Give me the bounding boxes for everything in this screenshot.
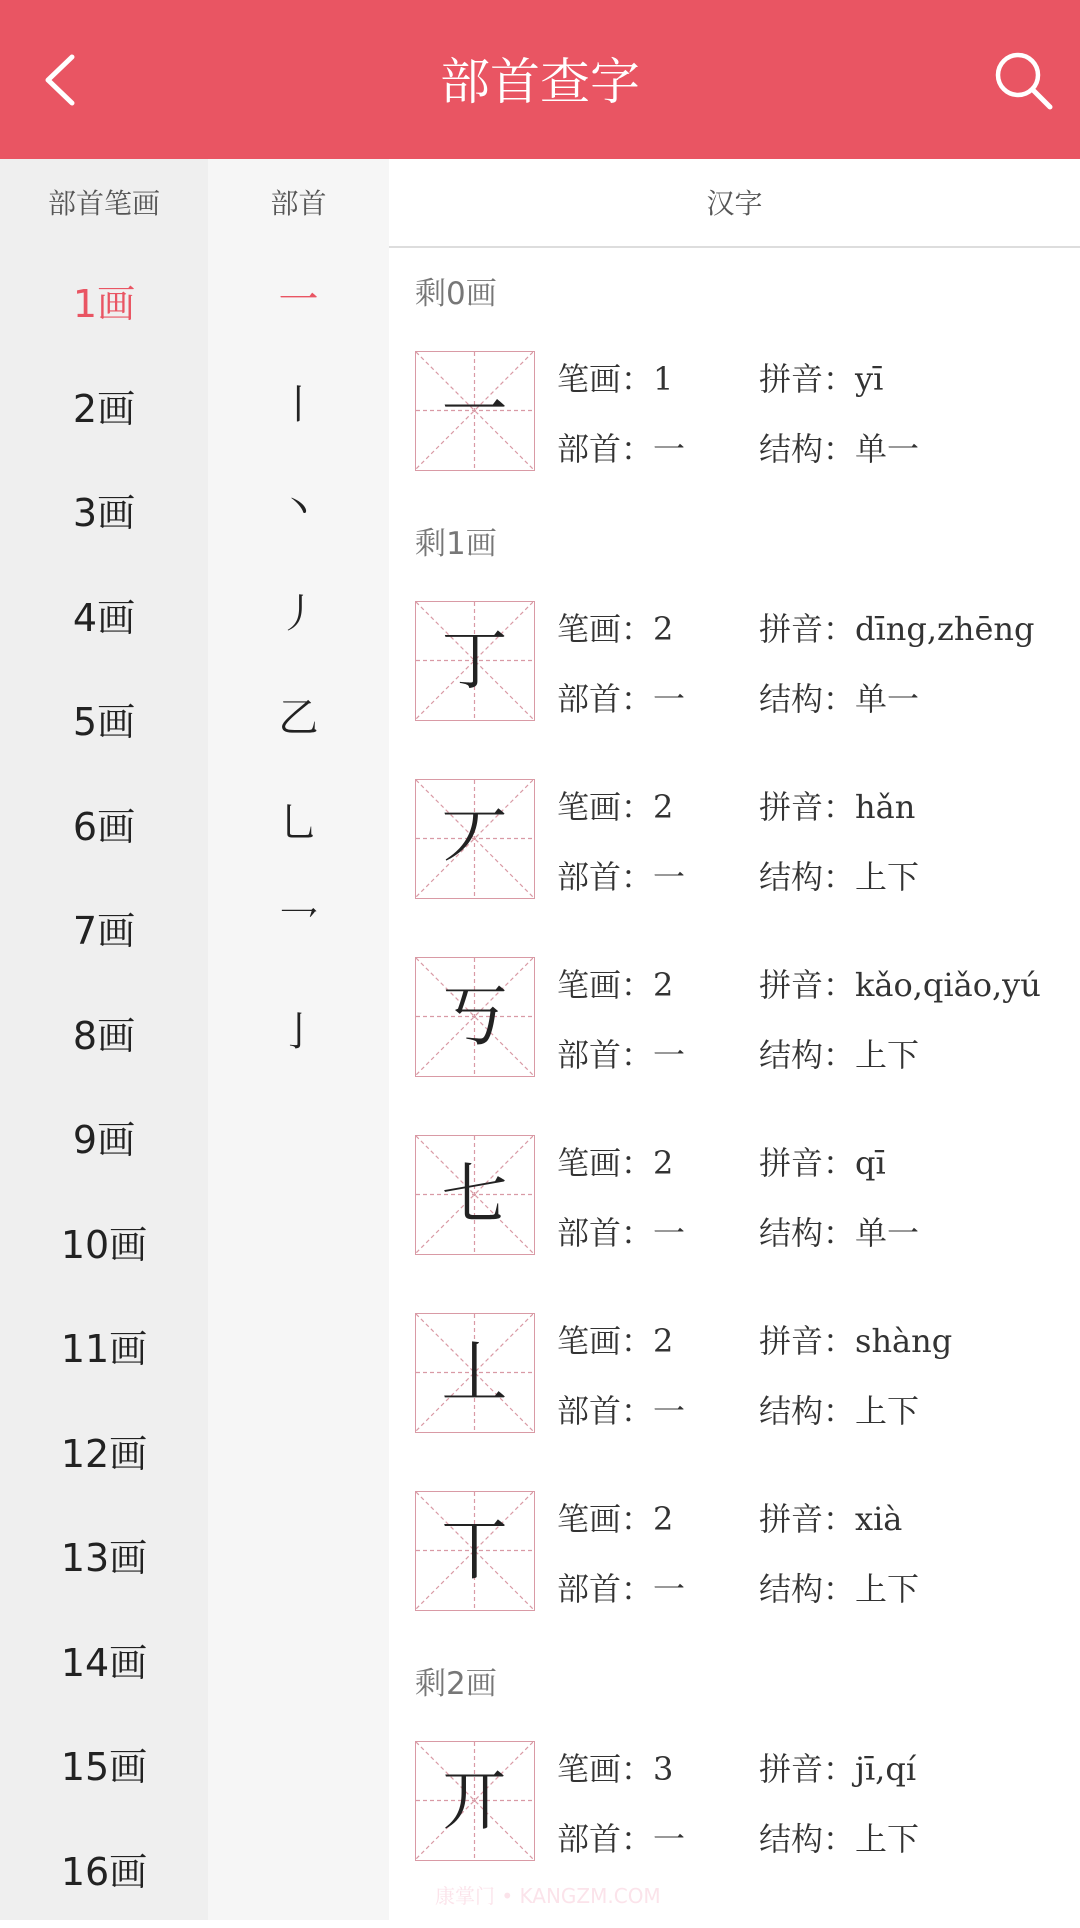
structure-field <box>759 1386 919 1432</box>
pinyin-field <box>759 782 915 828</box>
search-icon <box>988 45 1058 115</box>
stroke-count-item[interactable]: 13画 <box>60 1536 148 1580</box>
radical-item[interactable]: 丶 <box>278 486 319 532</box>
stroke-count-item[interactable]: 6画 <box>72 804 136 849</box>
structure-value: 上下 <box>855 1036 920 1074</box>
radical-field <box>557 1208 685 1254</box>
pinyin-field <box>759 1138 886 1184</box>
radical-label: 部首： <box>557 1570 654 1608</box>
radical-value: 一 <box>653 1036 686 1074</box>
strokes-label: 笔画： <box>557 360 654 398</box>
pinyin-value: hǎn <box>855 788 916 826</box>
radical-field <box>557 1814 685 1860</box>
app-header <box>0 0 1080 159</box>
character-entry[interactable] <box>389 1480 1080 1658</box>
column-header-radicals: 部首 <box>208 159 389 248</box>
structure-label: 结构： <box>759 1392 856 1430</box>
strokes-label: 笔画： <box>557 610 654 648</box>
radical-label: 部首： <box>557 430 654 468</box>
pinyin-value: xià <box>855 1500 903 1538</box>
section-title: 剩0画 <box>415 276 497 312</box>
structure-field <box>759 1208 919 1254</box>
radical-value: 一 <box>653 680 686 718</box>
structure-field <box>759 424 919 470</box>
pinyin-label: 拼音： <box>759 1322 856 1360</box>
character-entry[interactable] <box>389 590 1080 768</box>
pinyin-value: kǎo,qiǎo,yú <box>855 966 1041 1004</box>
radical-label: 部首： <box>557 1036 654 1074</box>
structure-label: 结构： <box>759 1036 856 1074</box>
character-entry[interactable] <box>389 340 1080 518</box>
character: 丄 <box>441 1334 508 1411</box>
pinyin-value: shàng <box>855 1322 953 1360</box>
pinyin-field <box>759 1316 952 1362</box>
character: 丌 <box>441 1762 508 1839</box>
stroke-count-item[interactable]: 2画 <box>72 386 136 431</box>
watermark: 康掌门 • KANGZM.COM <box>435 1884 661 1908</box>
strokes-field <box>557 782 673 828</box>
strokes-label: 笔画： <box>557 966 654 1004</box>
radical-value: 一 <box>653 1214 686 1252</box>
character-entry[interactable] <box>389 1302 1080 1480</box>
character-box <box>415 601 535 721</box>
radical-value: 一 <box>653 430 686 468</box>
structure-label: 结构： <box>759 430 856 468</box>
search-button[interactable] <box>988 45 1058 115</box>
strokes-label: 笔画： <box>557 1144 654 1182</box>
radical-item[interactable]: 丨 <box>278 381 319 428</box>
character-box <box>415 1741 535 1861</box>
strokes-label: 笔画： <box>557 788 654 826</box>
strokes-value: 2 <box>653 788 674 826</box>
character: 丅 <box>441 1512 508 1589</box>
strokes-label: 笔画： <box>557 1750 654 1788</box>
radical-field <box>557 1564 685 1610</box>
pinyin-field <box>759 1744 916 1790</box>
structure-value: 上下 <box>855 858 920 896</box>
strokes-field <box>557 960 673 1006</box>
structure-field <box>759 674 919 720</box>
pinyin-field <box>759 960 1041 1006</box>
strokes-value: 2 <box>653 610 674 648</box>
radical-label: 部首： <box>557 1214 654 1252</box>
radical-field <box>557 1386 685 1432</box>
structure-value: 单一 <box>855 680 920 718</box>
radical-item[interactable]: 乛 <box>278 904 319 950</box>
stroke-count-item[interactable]: 3画 <box>72 491 136 535</box>
pinyin-value: qī <box>855 1144 886 1182</box>
section-title: 剩2画 <box>415 1666 497 1702</box>
pinyin-label: 拼音： <box>759 1500 856 1538</box>
stroke-count-item[interactable]: 10画 <box>60 1222 148 1267</box>
character-entry[interactable] <box>389 946 1080 1124</box>
radical-item[interactable]: 亅 <box>278 1008 319 1055</box>
radical-value: 一 <box>653 1392 686 1430</box>
character-box <box>415 779 535 899</box>
stroke-count-item[interactable]: 16画 <box>60 1849 148 1894</box>
pinyin-field <box>759 604 1035 650</box>
strokes-field <box>557 1138 673 1184</box>
radical-item[interactable]: 丿 <box>278 590 319 637</box>
strokes-field <box>557 1744 673 1790</box>
column-header-chars: 汉字 <box>389 159 1080 248</box>
structure-value: 上下 <box>855 1820 920 1858</box>
strokes-value: 3 <box>653 1750 674 1788</box>
structure-field <box>759 1814 919 1860</box>
radical-item[interactable]: 一 <box>278 277 319 323</box>
structure-value: 上下 <box>855 1570 920 1608</box>
stroke-count-item[interactable]: 8画 <box>72 1013 136 1058</box>
strokes-value: 2 <box>653 966 674 1004</box>
character-entry[interactable] <box>389 768 1080 946</box>
stroke-count-item[interactable]: 5画 <box>72 700 136 744</box>
strokes-field <box>557 354 673 400</box>
column-header-strokes: 部首笔画 <box>0 159 208 248</box>
pinyin-label: 拼音： <box>759 610 856 648</box>
structure-field <box>759 852 919 898</box>
stroke-count-item[interactable]: 4画 <box>72 595 136 640</box>
structure-label: 结构： <box>759 1820 856 1858</box>
stroke-count-item[interactable]: 1画 <box>72 282 136 326</box>
structure-label: 结构： <box>759 1214 856 1252</box>
pinyin-label: 拼音： <box>759 1750 856 1788</box>
stroke-count-item[interactable]: 15画 <box>60 1745 148 1789</box>
pinyin-label: 拼音： <box>759 360 856 398</box>
pinyin-value: dīng,zhēng <box>855 610 1035 648</box>
strokes-field <box>557 604 673 650</box>
pinyin-label: 拼音： <box>759 788 856 826</box>
radical-label: 部首： <box>557 1392 654 1430</box>
radical-label: 部首： <box>557 1820 654 1858</box>
structure-label: 结构： <box>759 1570 856 1608</box>
structure-value: 单一 <box>855 430 920 468</box>
strokes-label: 笔画： <box>557 1322 654 1360</box>
character-box <box>415 1491 535 1611</box>
strokes-field <box>557 1494 673 1540</box>
strokes-value: 2 <box>653 1322 674 1360</box>
strokes-value: 1 <box>653 360 674 398</box>
radical-label: 部首： <box>557 680 654 718</box>
pinyin-field <box>759 1494 902 1540</box>
radical-label: 部首： <box>557 858 654 896</box>
radical-value: 一 <box>653 858 686 896</box>
stroke-count-item[interactable]: 11画 <box>60 1327 148 1371</box>
strokes-field <box>557 1316 673 1362</box>
stroke-count-item[interactable]: 14画 <box>60 1640 148 1685</box>
radical-value: 一 <box>653 1820 686 1858</box>
character: 丁 <box>441 622 508 699</box>
pinyin-label: 拼音： <box>759 1144 856 1182</box>
character-box <box>415 957 535 1077</box>
radical-item[interactable]: 乙 <box>278 695 319 741</box>
pinyin-label: 拼音： <box>759 966 856 1004</box>
radical-list[interactable] <box>208 248 389 1920</box>
stroke-count-item[interactable]: 7画 <box>72 909 136 953</box>
character-box <box>415 1313 535 1433</box>
radical-field <box>557 674 685 720</box>
structure-value: 上下 <box>855 1392 920 1430</box>
character: 七 <box>441 1156 508 1233</box>
character-box <box>415 1135 535 1255</box>
character: 丂 <box>441 978 508 1055</box>
character-list[interactable] <box>389 248 1080 1908</box>
stroke-count-item[interactable]: 9画 <box>72 1118 136 1162</box>
character: 一 <box>441 372 508 449</box>
radical-value: 一 <box>653 1570 686 1608</box>
structure-label: 结构： <box>759 858 856 896</box>
structure-label: 结构： <box>759 680 856 718</box>
strokes-label: 笔画： <box>557 1500 654 1538</box>
structure-field <box>759 1030 919 1076</box>
page-title: 部首查字 <box>440 53 640 111</box>
section-title: 剩1画 <box>415 526 497 562</box>
stroke-count-item[interactable]: 12画 <box>60 1431 148 1476</box>
strokes-value: 2 <box>653 1500 674 1538</box>
pinyin-value: yī <box>855 360 884 398</box>
structure-field <box>759 1564 919 1610</box>
stroke-count-list[interactable] <box>0 248 208 1920</box>
structure-value: 单一 <box>855 1214 920 1252</box>
radical-field <box>557 852 685 898</box>
pinyin-field <box>759 354 883 400</box>
radical-field <box>557 424 685 470</box>
radical-field <box>557 1030 685 1076</box>
character-entry[interactable] <box>389 1124 1080 1302</box>
character-box <box>415 351 535 471</box>
radical-item[interactable]: 乚 <box>278 799 319 846</box>
strokes-value: 2 <box>653 1144 674 1182</box>
character: 丆 <box>441 800 508 877</box>
pinyin-value: jī,qí <box>855 1750 917 1788</box>
